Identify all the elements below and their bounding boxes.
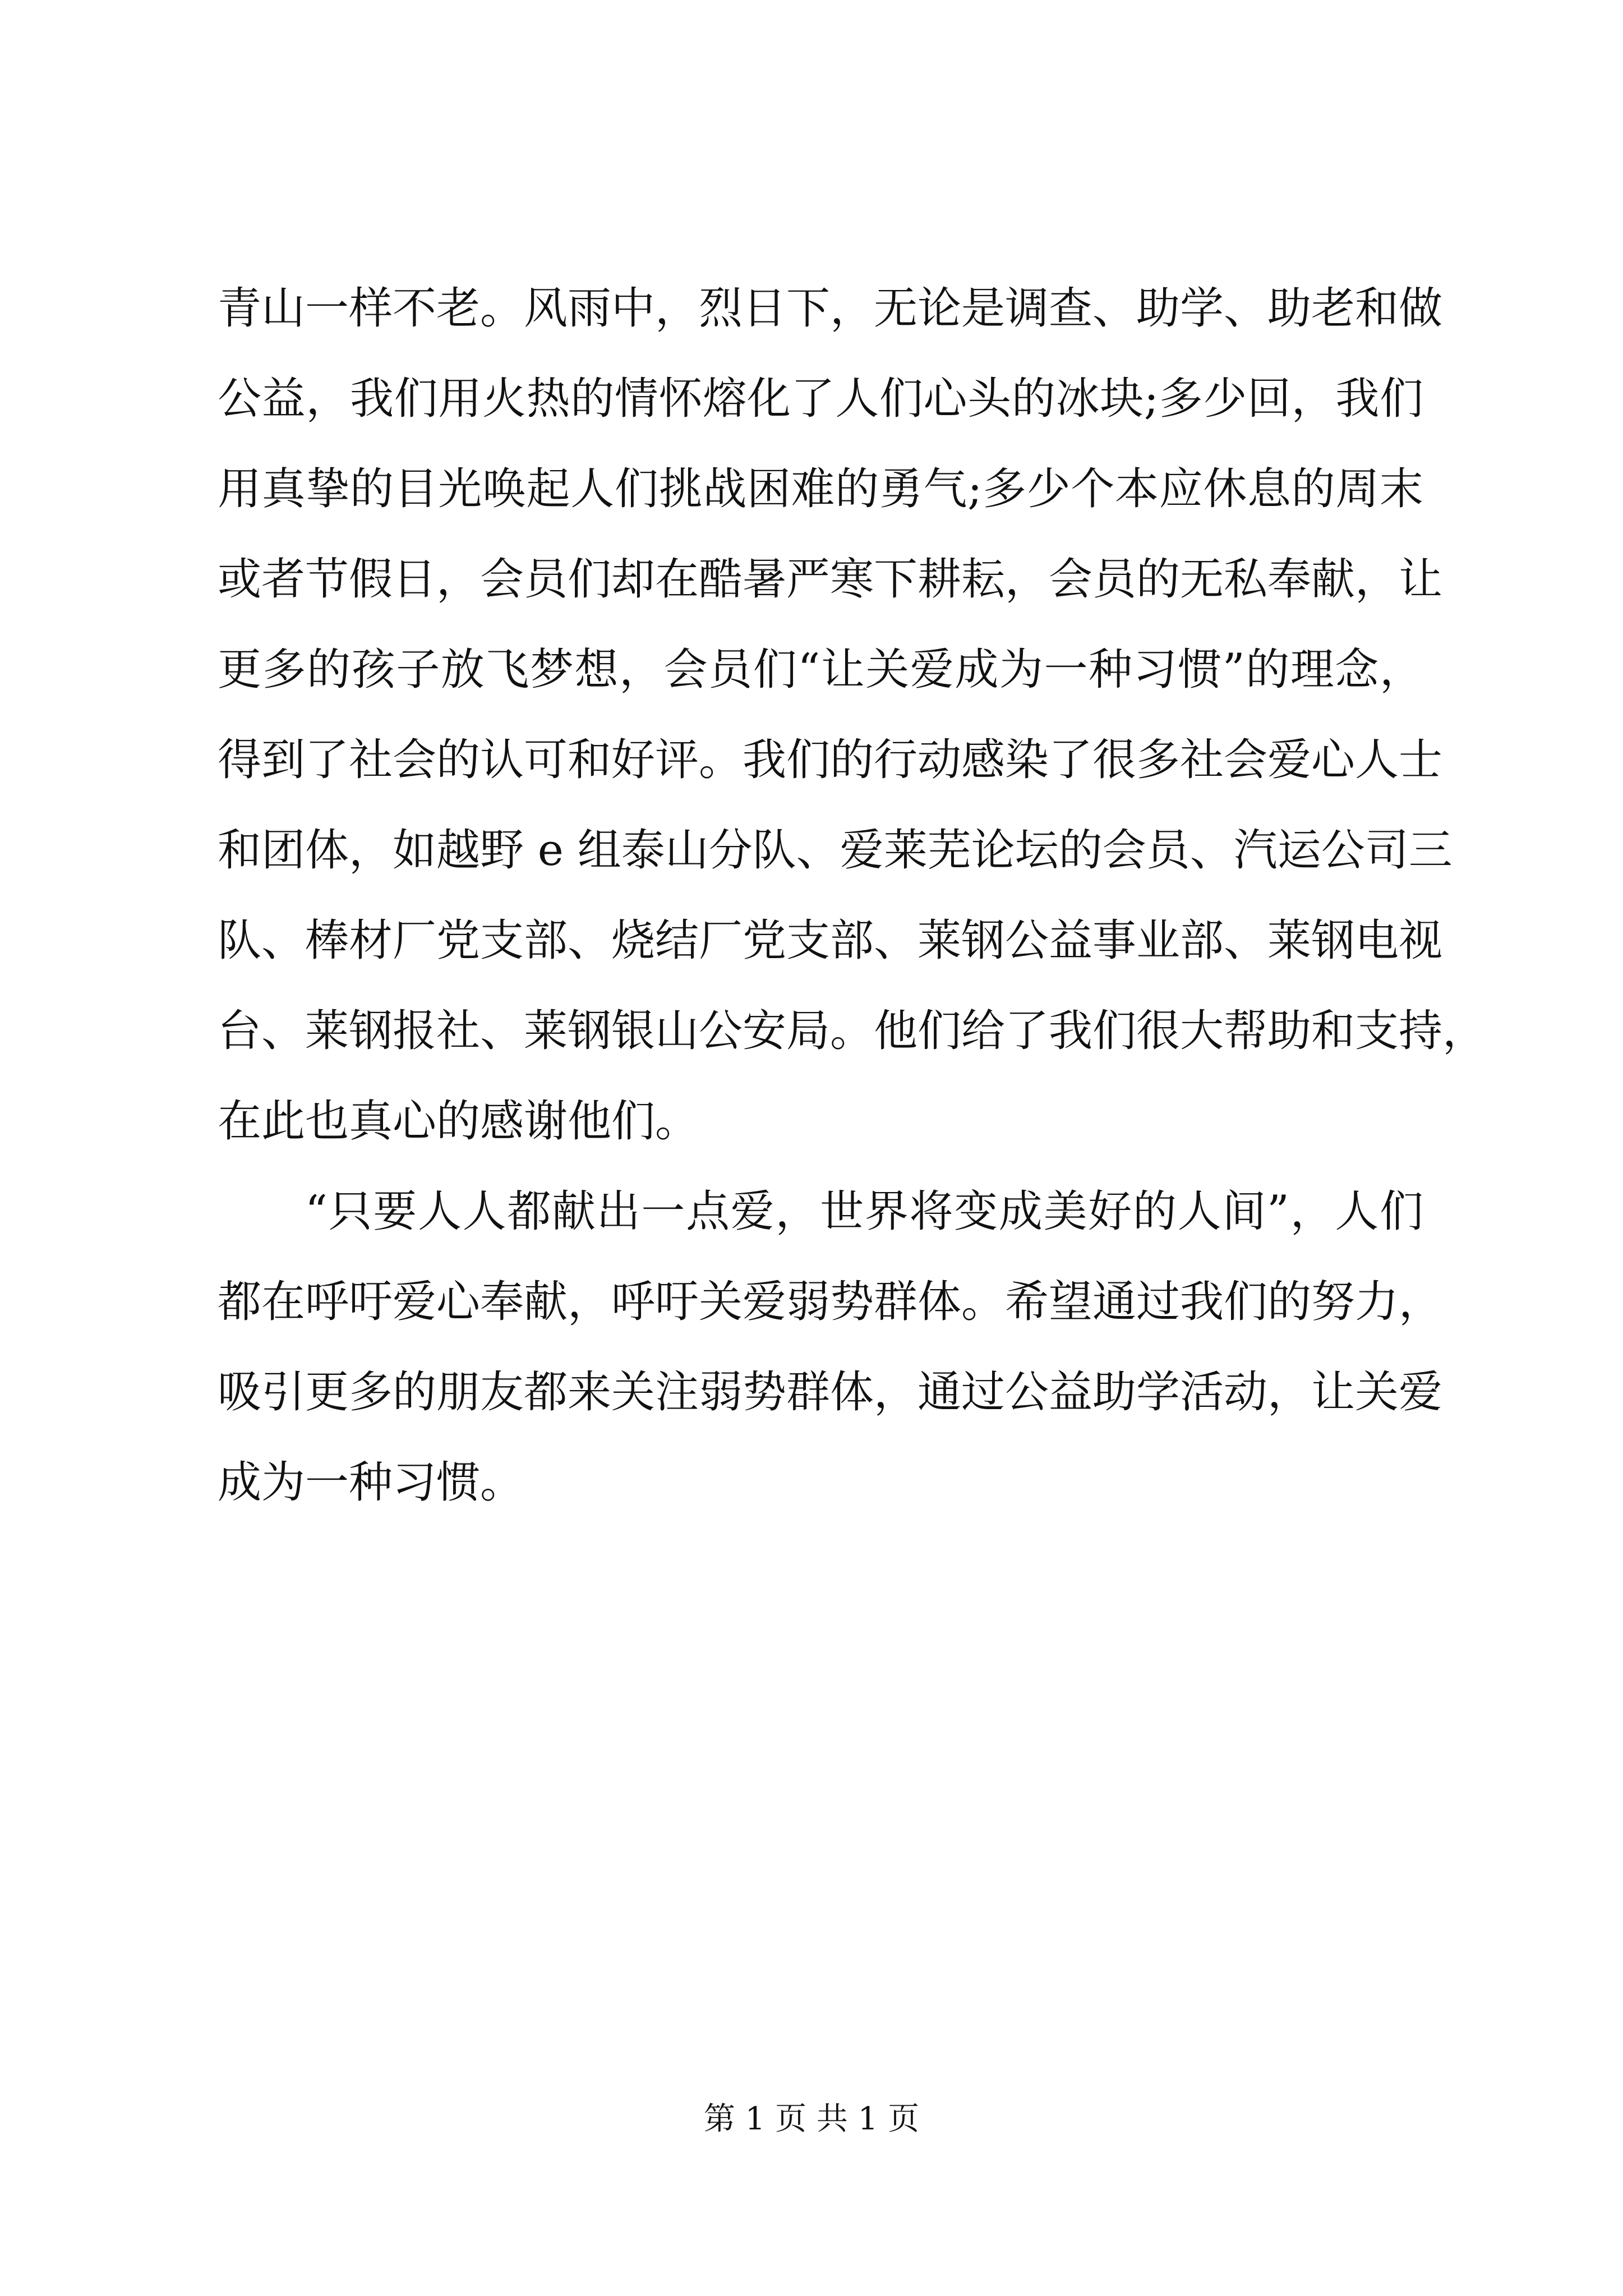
text-line: 或者节假日，会员们却在酷暑严寒下耕耘，会员的无私奉献，让 <box>218 554 1443 605</box>
text-line: 青山一样不老。风雨中，烈日下，无论是调查、助学、助老和做 <box>218 283 1443 334</box>
text-line: 队、棒材厂党支部、烧结厂党支部、莱钢公益事业部、莱钢电视 <box>218 915 1443 966</box>
text-line: 更多的孩子放飞梦想，会员们“让关爱成为一种习惯”的理念， <box>218 645 1423 695</box>
text-line: 和团体，如越野 e 组泰山分队、爱莱芜论坛的会员、汽运公司三 <box>218 825 1453 876</box>
body-text <box>218 264 1487 1528</box>
text-line: 用真挚的目光唤起人们挑战困难的勇气;多少个本应休息的周末 <box>218 464 1423 514</box>
text-line: 得到了社会的认可和好评。我们的行动感染了很多社会爱心人士 <box>218 735 1443 785</box>
page-footer: 第 1 页 共 1 页 <box>703 2101 920 2137</box>
text-line: “只要人人都献出一点爱，世界将变成美好的人间”，人们 <box>305 1186 1423 1237</box>
text-line: 台、莱钢报社、莱钢银山公安局。他们给了我们很大帮助和支持， <box>218 1006 1487 1056</box>
text-line: 公益，我们用火热的情怀熔化了人们心头的冰块;多少回，我们 <box>218 374 1423 424</box>
text-line: 在此也真心的感谢他们。 <box>218 1096 699 1147</box>
text-line: 吸引更多的朋友都来关注弱势群体，通过公益助学活动，让关爱 <box>218 1367 1443 1418</box>
text-line: 成为一种习惯。 <box>218 1457 524 1508</box>
text-line: 都在呼吁爱心奉献，呼吁关爱弱势群体。希望通过我们的努力， <box>218 1277 1443 1327</box>
